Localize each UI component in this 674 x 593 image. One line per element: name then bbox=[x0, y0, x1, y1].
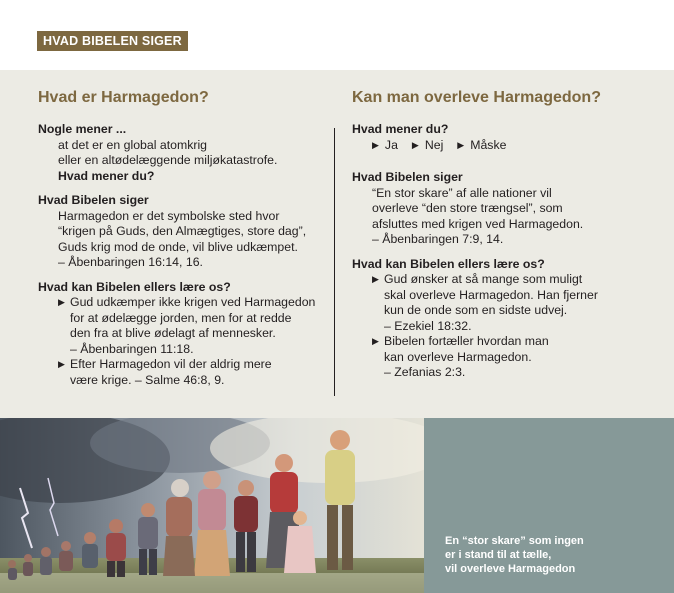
bible-line: afsluttes med krigen ved Harmagedon. bbox=[372, 216, 584, 231]
caption-line: er i stand til at tælle, bbox=[445, 549, 552, 561]
some-say-heading: Nogle mener ... bbox=[38, 122, 127, 136]
top-strip bbox=[0, 0, 674, 70]
bible-line: Harmagedon er det symbolske sted hvor bbox=[58, 208, 280, 223]
bullet-line: være krige. – Salme 46:8, 9. bbox=[70, 372, 225, 387]
section-badge: HVAD BIBELEN SIGER bbox=[37, 31, 188, 51]
bible-line: Guds krig mod de onde, vil blive udkæmpet. bbox=[58, 239, 298, 254]
left-title: Hvad er Harmagedon? bbox=[38, 89, 209, 106]
bullet-line: den fra at blive ødelagt af mennesker. bbox=[70, 326, 276, 340]
option-ja[interactable] bbox=[372, 138, 398, 154]
bullet-line: Efter Harmagedon vil der aldrig mere bbox=[70, 357, 272, 371]
option-label: Ja bbox=[384, 137, 398, 152]
bullet-item bbox=[38, 357, 328, 388]
bullet-line: Gud ønsker at så mange som muligt bbox=[384, 272, 583, 286]
bullet-item bbox=[38, 295, 328, 357]
bullet-line: – Ezekiel 18:32. bbox=[384, 318, 472, 333]
bullet-line: – Åbenbaringen 11:18. bbox=[70, 341, 194, 356]
triangle-bullet-icon: ▶ bbox=[58, 297, 65, 307]
right-bible-heading: Hvad Bibelen siger bbox=[352, 170, 463, 184]
what-do-you-think-heading: Hvad mener du? bbox=[352, 122, 449, 136]
bullet-line: kan overleve Harmagedon. bbox=[384, 349, 532, 364]
triangle-bullet-icon: ▶ bbox=[372, 336, 379, 346]
triangle-bullet-icon: ▶ bbox=[58, 359, 65, 369]
option-label: Måske bbox=[470, 137, 507, 152]
caption-line: En “stor skare” som ingen bbox=[445, 535, 584, 547]
option-nej[interactable] bbox=[412, 138, 443, 154]
bible-line: overleve “den store trængsel”, som bbox=[372, 201, 563, 215]
bullet-line: Bibelen fortæller hvordan man bbox=[384, 334, 549, 348]
left-more-heading: Hvad kan Bibelen ellers lære os? bbox=[38, 279, 231, 294]
right-more-heading: Hvad kan Bibelen ellers lære os? bbox=[352, 256, 545, 271]
left-column bbox=[38, 88, 328, 388]
bullet-line: kun de onde som en sidste udvej. bbox=[384, 303, 568, 317]
illustration-crowd bbox=[0, 418, 424, 593]
answer-options bbox=[352, 138, 652, 154]
bullet-line: – Zefanias 2:3. bbox=[384, 365, 466, 379]
illustration-caption bbox=[445, 534, 605, 576]
option-maaske[interactable] bbox=[457, 138, 506, 154]
bullet-line: Gud udkæmper ikke krigen ved Harmagedon bbox=[70, 295, 316, 309]
bullet-line: for at ødelægge jorden, men for at redde bbox=[70, 310, 292, 325]
triangle-bullet-icon: ▶ bbox=[372, 274, 379, 284]
option-label: Nej bbox=[424, 137, 444, 152]
bullet-item bbox=[352, 272, 652, 334]
left-bible-heading: Hvad Bibelen siger bbox=[38, 193, 149, 207]
bible-line: “En stor skare” af alle nationer vil bbox=[372, 185, 552, 200]
painting-illustration bbox=[0, 418, 424, 593]
column-divider bbox=[334, 128, 335, 396]
triangle-bullet-icon: ▶ bbox=[372, 139, 379, 150]
bullet-item bbox=[352, 334, 652, 381]
triangle-bullet-icon: ▶ bbox=[411, 139, 419, 150]
what-do-you-think-question: Hvad mener du? bbox=[58, 168, 155, 183]
some-say-line: at det er en global atomkrig bbox=[58, 137, 208, 152]
bible-line: – Åbenbaringen 7:9, 14. bbox=[372, 232, 504, 246]
bible-line: – Åbenbaringen 16:14, 16. bbox=[58, 255, 203, 269]
some-say-line: eller en altødelæggende miljøkatastrofe. bbox=[58, 153, 278, 167]
right-title: Kan man overleve Harmagedon? bbox=[352, 89, 601, 106]
triangle-bullet-icon: ▶ bbox=[457, 139, 465, 150]
bible-line: “krigen på Guds, den Almægtiges, store dag”, bbox=[58, 224, 307, 238]
bullet-line: skal overleve Harmagedon. Han fjerner bbox=[384, 287, 598, 302]
caption-line: vil overleve Harmagedon bbox=[445, 563, 576, 575]
right-column bbox=[352, 88, 652, 381]
